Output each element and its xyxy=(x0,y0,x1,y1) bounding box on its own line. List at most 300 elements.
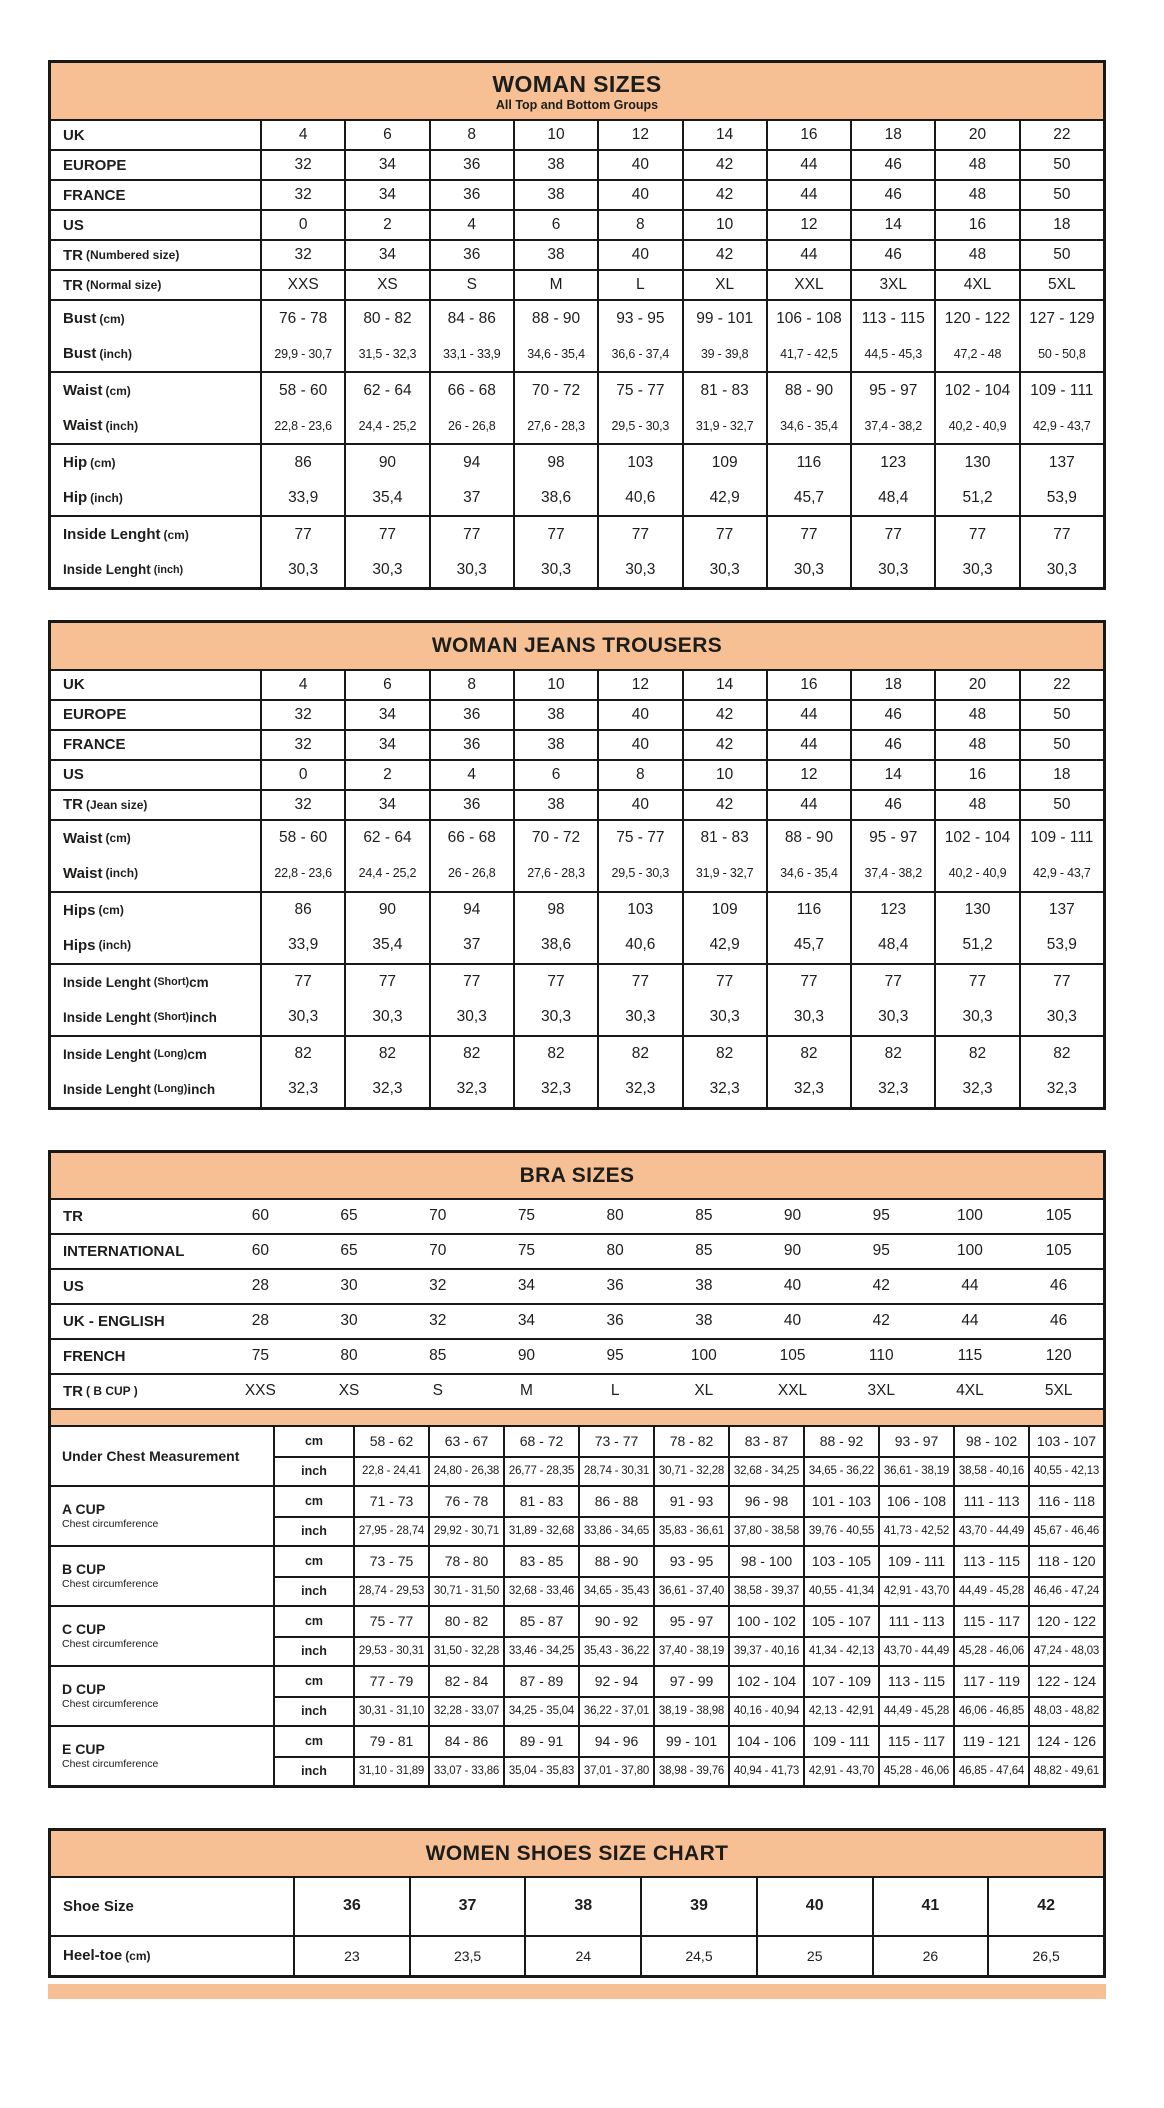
table-cell: 75 xyxy=(517,1242,536,1260)
table-cell: 106 - 108 xyxy=(878,1487,953,1516)
table-cell: 42 xyxy=(682,181,766,209)
bra-sizes-table xyxy=(48,1150,1106,1788)
table-cell: 109 - 111 xyxy=(1019,821,1103,856)
table-cell: 77 xyxy=(682,965,766,1000)
table-row xyxy=(51,671,1103,699)
row-group xyxy=(51,121,1103,149)
table-cell: 120 - 122 xyxy=(1028,1607,1103,1636)
table-cell: 30,3 xyxy=(682,1000,766,1035)
table-cell: 0 xyxy=(260,761,344,789)
table-cell: 24 xyxy=(524,1937,640,1975)
table-cell: M xyxy=(519,1382,533,1400)
table-cell: 34 xyxy=(344,701,428,729)
table-cell: 22,8 - 23,6 xyxy=(260,856,344,891)
table-cell: 42,9 xyxy=(682,480,766,515)
table-cell: 115 - 117 xyxy=(953,1607,1028,1636)
table-cell: 6 xyxy=(344,671,428,699)
table-cell: 44 xyxy=(961,1277,979,1295)
table-cell: 66 - 68 xyxy=(429,373,513,408)
cup-size-block xyxy=(51,1665,1103,1725)
table-cell: 46 xyxy=(850,151,934,179)
row-group xyxy=(51,179,1103,209)
table-cell: 94 xyxy=(429,893,513,928)
table-row xyxy=(51,893,1103,928)
table-cell: 6 xyxy=(513,761,597,789)
table-cell: 42,9 - 43,7 xyxy=(1019,856,1103,891)
shoes-header xyxy=(51,1831,1103,1878)
table-cell: 32 xyxy=(260,151,344,179)
table-cell: 80 xyxy=(340,1347,358,1365)
table-cell: 6 xyxy=(513,211,597,239)
table-cell: 32 xyxy=(260,241,344,269)
table-cell: 33,86 - 34,65 xyxy=(578,1516,653,1545)
table-cell: 77 xyxy=(766,965,850,1000)
table-cell: 32,28 - 33,07 xyxy=(428,1696,503,1725)
table-cell: L xyxy=(597,271,681,299)
table-cell: 97 - 99 xyxy=(653,1667,728,1696)
row-label: Waist (cm) xyxy=(63,829,131,847)
table-cell: 42 xyxy=(682,791,766,819)
table-row xyxy=(51,1935,1103,1975)
table-cell: 29,5 - 30,3 xyxy=(597,856,681,891)
table-cell: 77 xyxy=(597,965,681,1000)
table-cell: 40,55 - 42,13 xyxy=(1028,1456,1103,1485)
table-cell: 93 - 95 xyxy=(653,1547,728,1576)
table-cell: 98 xyxy=(513,445,597,480)
table-cell: 51,2 xyxy=(934,928,1018,963)
row-label: FRANCE xyxy=(63,186,126,204)
row-label: Hips (cm) xyxy=(63,901,124,919)
table-cell: 28 xyxy=(251,1277,269,1295)
table-cell: 95 - 97 xyxy=(653,1607,728,1636)
table-cell: 119 - 121 xyxy=(953,1727,1028,1756)
table-cell: 53,9 xyxy=(1019,480,1103,515)
table-cell: 100 xyxy=(690,1347,717,1365)
row-label: TR ( B CUP ) xyxy=(63,1382,138,1400)
table-cell: 75 - 77 xyxy=(353,1607,428,1636)
table-cell: 35,04 - 35,83 xyxy=(503,1756,578,1785)
cup-size-block xyxy=(51,1605,1103,1665)
table-cell: 26,5 xyxy=(987,1937,1103,1975)
table-cell: 48 xyxy=(934,151,1018,179)
table-cell: 106 - 108 xyxy=(766,301,850,336)
table-cell: 14 xyxy=(850,761,934,789)
table-cell: 96 - 98 xyxy=(728,1487,803,1516)
shoes-body xyxy=(51,1878,1103,1975)
table-cell: 39,76 - 40,55 xyxy=(803,1516,878,1545)
table-cell: S xyxy=(432,1382,443,1400)
table-row xyxy=(51,1072,1103,1107)
unit-cell: inch xyxy=(273,1636,353,1665)
table-row xyxy=(51,517,1103,552)
table-cell: 6 xyxy=(344,121,428,149)
table-cell: 122 - 124 xyxy=(1028,1667,1103,1696)
table-cell: 36 xyxy=(293,1878,409,1935)
row-group xyxy=(51,671,1103,699)
table-cell: 113 - 115 xyxy=(953,1547,1028,1576)
table-row xyxy=(51,731,1103,759)
table-cell: 70 xyxy=(429,1242,447,1260)
table-cell: 77 xyxy=(260,965,344,1000)
cup-size-block xyxy=(51,1485,1103,1545)
row-label: Waist (inch) xyxy=(63,417,139,435)
table-cell: 32,3 xyxy=(597,1072,681,1107)
table-cell: 70 - 72 xyxy=(513,373,597,408)
table-cell: XS xyxy=(338,1382,360,1400)
table-cell: 24,4 - 25,2 xyxy=(344,856,428,891)
table-cell: 40 xyxy=(597,701,681,729)
table-cell: 42 xyxy=(872,1312,890,1330)
table-cell: 80 - 82 xyxy=(344,301,428,336)
table-cell: 10 xyxy=(682,761,766,789)
table-cell: 105 xyxy=(779,1347,806,1365)
table-cell: 28,74 - 30,31 xyxy=(578,1456,653,1485)
table-cell: 60 xyxy=(251,1207,269,1225)
table-cell: 8 xyxy=(597,761,681,789)
table-cell: 32 xyxy=(260,701,344,729)
table-cell: 93 - 97 xyxy=(878,1427,953,1456)
table-cell: 28 xyxy=(251,1312,269,1330)
table-cell: 102 - 104 xyxy=(728,1667,803,1696)
table-cell: 103 xyxy=(597,445,681,480)
row-label: Inside Lenght (cm) xyxy=(63,526,189,544)
cup-label-title: B CUP xyxy=(62,1561,106,1578)
row-label: Hip (inch) xyxy=(63,489,123,507)
table-cell: 32 xyxy=(429,1312,447,1330)
table-cell: 77 xyxy=(513,517,597,552)
unit-cell: cm xyxy=(273,1427,353,1456)
table-cell: 26 - 26,8 xyxy=(429,856,513,891)
row-group xyxy=(51,789,1103,819)
table-cell: 30,3 xyxy=(429,552,513,587)
table-cell: 44,49 - 45,28 xyxy=(878,1696,953,1725)
cup-label-title: C CUP xyxy=(62,1621,106,1638)
row-group xyxy=(51,149,1103,179)
table-cell: 44 xyxy=(766,791,850,819)
table-cell: 77 xyxy=(344,517,428,552)
table-cell: 34 xyxy=(517,1277,536,1295)
table-cell: 27,6 - 28,3 xyxy=(513,856,597,891)
table-cell: 50 xyxy=(1019,181,1103,209)
table-cell: 36,6 - 37,4 xyxy=(597,336,681,371)
table-cell: 88 - 90 xyxy=(766,373,850,408)
table-cell: 90 xyxy=(517,1347,536,1365)
table-cell: 80 - 82 xyxy=(428,1607,503,1636)
table-cell: 80 xyxy=(606,1242,624,1260)
row-label: FRANCE xyxy=(63,736,126,754)
table-cell: 30,3 xyxy=(850,552,934,587)
table-cell: 36 xyxy=(429,731,513,759)
row-label-note: (cm) xyxy=(90,455,116,470)
table-cell: 40 xyxy=(756,1878,872,1935)
unit-cell: cm xyxy=(273,1667,353,1696)
table-cell: 50 - 50,8 xyxy=(1019,336,1103,371)
woman-sizes-header xyxy=(51,63,1103,121)
row-label: TR (Jean size) xyxy=(63,796,148,814)
table-row xyxy=(51,856,1103,891)
table-cell: 30,3 xyxy=(934,1000,1018,1035)
cup-size-block xyxy=(51,1545,1103,1605)
table-cell: 42 xyxy=(682,731,766,759)
table-cell: 4 xyxy=(429,211,513,239)
table-row xyxy=(51,701,1103,729)
table-cell: 88 - 90 xyxy=(766,821,850,856)
cup-label xyxy=(51,1607,273,1665)
table-cell: 12 xyxy=(597,121,681,149)
table-cell: 82 xyxy=(1019,1037,1103,1072)
table-cell: 48 xyxy=(934,701,1018,729)
row-label: Heel-toe (cm) xyxy=(63,1947,151,1965)
table-subtitle: All Top and Bottom Groups xyxy=(495,98,659,113)
table-cell: 32,3 xyxy=(429,1072,513,1107)
table-cell: 46 xyxy=(850,701,934,729)
table-cell: 81 - 83 xyxy=(503,1487,578,1516)
row-label: Inside Lenght (Short) cm xyxy=(63,974,209,990)
table-cell: XXS xyxy=(244,1382,276,1400)
table-cell: 30,3 xyxy=(429,1000,513,1035)
table-cell: 38 xyxy=(695,1312,713,1330)
table-cell: 34 xyxy=(344,181,428,209)
table-row xyxy=(51,373,1103,408)
table-cell: 88 - 90 xyxy=(513,301,597,336)
table-cell: 26 xyxy=(872,1937,988,1975)
table-cell: 48,03 - 48,82 xyxy=(1028,1696,1103,1725)
table-cell: 116 xyxy=(766,445,850,480)
table-cell: 40 xyxy=(597,181,681,209)
table-cell: 18 xyxy=(850,671,934,699)
table-row xyxy=(51,821,1103,856)
table-cell: 46,06 - 46,85 xyxy=(953,1696,1028,1725)
table-cell: 58 - 62 xyxy=(353,1427,428,1456)
row-label-note: (inch) xyxy=(90,490,123,505)
table-cell: 89 - 91 xyxy=(503,1727,578,1756)
row-group xyxy=(51,891,1103,963)
table-cell: 16 xyxy=(934,761,1018,789)
table-row xyxy=(51,1268,1103,1303)
table-cell: 46,46 - 47,24 xyxy=(1028,1576,1103,1605)
row-label: TR (Numbered size) xyxy=(63,246,180,264)
row-label: FRENCH xyxy=(63,1347,126,1365)
table-cell: 50 xyxy=(1019,241,1103,269)
table-cell: 42,91 - 43,70 xyxy=(878,1576,953,1605)
table-cell: 62 - 64 xyxy=(344,373,428,408)
table-cell: 137 xyxy=(1019,445,1103,480)
table-cell: 130 xyxy=(934,893,1018,928)
table-cell: 45,7 xyxy=(766,928,850,963)
table-cell: 36 xyxy=(429,181,513,209)
table-cell: 25 xyxy=(756,1937,872,1975)
table-cell: 30,71 - 32,28 xyxy=(653,1456,728,1485)
table-row xyxy=(51,1233,1103,1268)
table-cell: 50 xyxy=(1019,731,1103,759)
table-cell: 46 xyxy=(850,181,934,209)
row-label: Waist (cm) xyxy=(63,382,131,400)
table-cell: 37,01 - 37,80 xyxy=(578,1756,653,1785)
table-cell: 33,1 - 33,9 xyxy=(429,336,513,371)
table-cell: 27,95 - 28,74 xyxy=(353,1516,428,1545)
table-cell: 32 xyxy=(260,791,344,819)
table-cell: 24,4 - 25,2 xyxy=(344,408,428,443)
cup-label-subtitle: Chest circumference xyxy=(62,1638,159,1651)
cup-label xyxy=(51,1487,273,1545)
table-cell: 88 - 92 xyxy=(803,1427,878,1456)
table-cell: 77 xyxy=(597,517,681,552)
table-cell: 58 - 60 xyxy=(260,373,344,408)
table-cell: 111 - 113 xyxy=(953,1487,1028,1516)
table-cell: 16 xyxy=(934,211,1018,239)
table-cell: 4 xyxy=(260,121,344,149)
table-cell: 32,3 xyxy=(344,1072,428,1107)
table-cell: 70 - 72 xyxy=(513,821,597,856)
table-cell: 40 xyxy=(783,1277,802,1295)
table-cell: 88 - 90 xyxy=(578,1547,653,1576)
table-cell: 4 xyxy=(260,671,344,699)
table-cell: 100 - 102 xyxy=(728,1607,803,1636)
table-cell: 34,6 - 35,4 xyxy=(513,336,597,371)
table-cell: 27,6 - 28,3 xyxy=(513,408,597,443)
table-cell: 103 - 107 xyxy=(1028,1427,1103,1456)
table-cell: 107 - 109 xyxy=(803,1667,878,1696)
table-cell: 8 xyxy=(429,671,513,699)
table-cell: 14 xyxy=(682,121,766,149)
table-cell: 71 - 73 xyxy=(353,1487,428,1516)
table-cell: 94 - 96 xyxy=(578,1727,653,1756)
table-cell: 95 xyxy=(606,1347,624,1365)
table-cell: 90 - 92 xyxy=(578,1607,653,1636)
table-cell: 43,70 - 44,49 xyxy=(953,1516,1028,1545)
table-cell: 77 xyxy=(260,517,344,552)
row-label-note: (inch) xyxy=(105,866,139,881)
table-cell: 94 xyxy=(429,445,513,480)
table-cell: 5XL xyxy=(1019,271,1103,299)
table-row xyxy=(51,1878,1103,1935)
row-label: INTERNATIONAL xyxy=(63,1242,185,1260)
table-cell: 42,9 xyxy=(682,928,766,963)
row-label: TR xyxy=(63,1207,83,1225)
table-cell: 37 xyxy=(429,928,513,963)
row-label: EUROPE xyxy=(63,706,127,724)
row-label-note: (inch) xyxy=(98,938,132,953)
table-cell: 86 xyxy=(260,445,344,480)
table-row xyxy=(51,301,1103,336)
table-cell: 40 xyxy=(597,791,681,819)
table-cell: 46 xyxy=(850,731,934,759)
table-cell: 44 xyxy=(766,701,850,729)
table-cell: 82 xyxy=(934,1037,1018,1072)
table-row xyxy=(51,791,1103,819)
table-cell: 42 xyxy=(987,1878,1103,1935)
row-label-note: (cm) xyxy=(105,831,131,846)
table-cell: 2 xyxy=(344,761,428,789)
table-row xyxy=(51,181,1103,209)
row-label: Inside Lenght (inch) xyxy=(63,562,184,578)
table-cell: 31,50 - 32,28 xyxy=(428,1636,503,1665)
table-cell: 29,5 - 30,3 xyxy=(597,408,681,443)
table-cell: 29,9 - 30,7 xyxy=(260,336,344,371)
accent-divider-strip xyxy=(51,1408,1103,1427)
table-cell: 38 xyxy=(513,151,597,179)
row-label-note: (cm) xyxy=(105,383,131,398)
row-label: Inside Lenght (Short) inch xyxy=(63,1009,217,1025)
table-cell: 113 - 115 xyxy=(878,1667,953,1696)
row-label-note: (Jean size) xyxy=(86,797,148,812)
table-cell: 110 xyxy=(868,1347,894,1365)
table-title: WOMAN JEANS TROUSERS xyxy=(431,634,723,658)
table-cell: XS xyxy=(344,271,428,299)
row-group xyxy=(51,269,1103,299)
row-label-note: (Long) xyxy=(153,1083,188,1096)
table-cell: 32 xyxy=(260,181,344,209)
row-group xyxy=(51,963,1103,1035)
table-cell: 78 - 82 xyxy=(653,1427,728,1456)
table-cell: 38 xyxy=(524,1878,640,1935)
table-cell: 26,77 - 28,35 xyxy=(503,1456,578,1485)
table-cell: 16 xyxy=(766,671,850,699)
table-cell: 24,80 - 26,38 xyxy=(428,1456,503,1485)
table-cell: 105 - 107 xyxy=(803,1607,878,1636)
row-label: Inside Lenght (Long) inch xyxy=(63,1081,216,1097)
table-cell: 37 xyxy=(429,480,513,515)
table-cell: 81 - 83 xyxy=(682,373,766,408)
table-cell: 109 xyxy=(682,445,766,480)
table-cell: 77 xyxy=(934,965,1018,1000)
size-chart-sheet xyxy=(48,60,1106,1999)
table-cell: 32,68 - 33,46 xyxy=(503,1576,578,1605)
table-cell: 32,3 xyxy=(934,1072,1018,1107)
table-cell: 77 xyxy=(682,517,766,552)
table-cell: 30,3 xyxy=(766,552,850,587)
table-cell: 29,53 - 30,31 xyxy=(353,1636,428,1665)
table-cell: 32,3 xyxy=(513,1072,597,1107)
table-cell: 30 xyxy=(340,1277,358,1295)
table-cell: 42,9 - 43,7 xyxy=(1019,408,1103,443)
table-cell: 10 xyxy=(682,211,766,239)
table-cell: 32 xyxy=(429,1277,447,1295)
table-cell: 48 xyxy=(934,791,1018,819)
table-cell: 41 xyxy=(872,1878,988,1935)
table-cell: 16 xyxy=(766,121,850,149)
table-cell: 115 xyxy=(957,1347,983,1365)
table-cell: M xyxy=(513,271,597,299)
table-row xyxy=(51,211,1103,239)
table-cell: 40,16 - 40,94 xyxy=(728,1696,803,1725)
table-cell: 95 xyxy=(872,1207,890,1225)
table-cell: 82 xyxy=(850,1037,934,1072)
row-group xyxy=(51,443,1103,515)
table-row xyxy=(51,480,1103,515)
table-cell: 32,3 xyxy=(1019,1072,1103,1107)
table-cell: 38 xyxy=(513,731,597,759)
row-group xyxy=(51,759,1103,789)
table-row xyxy=(51,552,1103,587)
table-cell: 82 xyxy=(344,1037,428,1072)
table-cell: 30,3 xyxy=(260,552,344,587)
table-cell: 32,3 xyxy=(260,1072,344,1107)
table-cell: 98 - 100 xyxy=(728,1547,803,1576)
table-cell: 75 xyxy=(517,1207,536,1225)
table-cell: 109 - 111 xyxy=(803,1727,878,1756)
table-cell: 82 xyxy=(429,1037,513,1072)
table-cell: 30,71 - 31,50 xyxy=(428,1576,503,1605)
woman-jeans-trousers-table xyxy=(48,620,1106,1109)
table-cell: 46 xyxy=(850,791,934,819)
cup-size-block xyxy=(51,1427,1103,1485)
table-cell: 46 xyxy=(1050,1277,1068,1295)
table-cell: 36,61 - 38,19 xyxy=(878,1456,953,1485)
table-cell: 92 - 94 xyxy=(578,1667,653,1696)
row-group xyxy=(51,515,1103,587)
table-cell: 40,6 xyxy=(597,480,681,515)
